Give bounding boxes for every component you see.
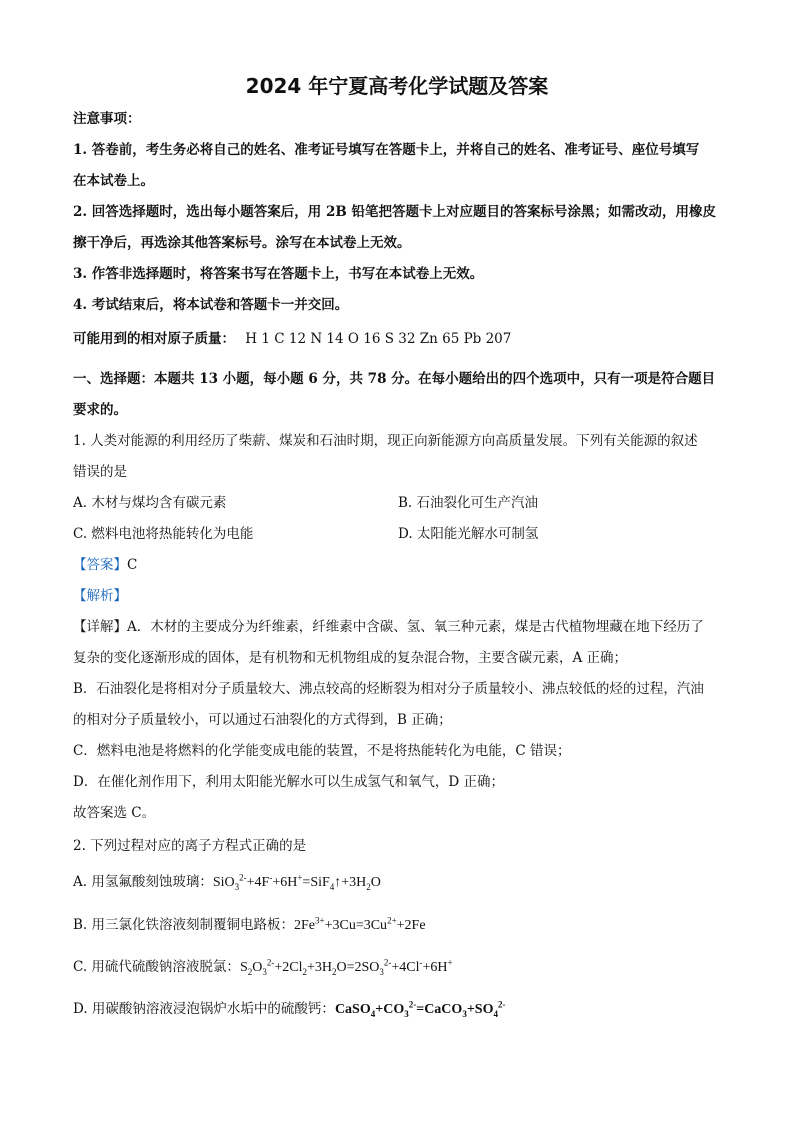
q2-option-a bbox=[73, 873, 723, 892]
notice-item-1-line-2: 在本试卷上。 bbox=[73, 173, 154, 189]
q2-option-d-equation: $CaSO_4+CO_3^{2-}=CaCO_3+SO_4^{2-}$ bbox=[334, 999, 506, 1019]
q1-option-a: A. 木材与煤均含有碳元素 bbox=[73, 495, 227, 511]
q1-answer-tag: 【答案】 bbox=[73, 557, 127, 573]
notice-item-2-line-1: 2. 回答选择题时，选出每小题答案后，用 2B 铅笔把答题卡上对应题目的答案标号涂黑；如需改动，用橡皮 bbox=[73, 204, 716, 220]
section-1-heading-line-1: 一、选择题：本题共 13 小题，每小题 6 分，共 78 分。在每小题给出的四个选项中，只有一项是符合题目 bbox=[73, 371, 716, 387]
q2-option-c bbox=[73, 958, 723, 977]
q2-stem: 2. 下列过程对应的离子方程式正确的是 bbox=[73, 838, 307, 854]
page-title: 2024 年宁夏高考化学试题及答案 bbox=[245, 74, 549, 98]
q1-analysis-row bbox=[73, 587, 723, 605]
q1-detail-d: D．在催化剂作用下，利用太阳能光解水可以生成氢气和氧气，D 正确； bbox=[73, 774, 504, 790]
q2-option-a-text: A. 用氢氟酸刻蚀玻璃： bbox=[73, 874, 213, 890]
q1-analysis-tag: 【解析】 bbox=[73, 588, 127, 604]
q2-option-c-text: C. 用硫代硫酸钠溶液脱氯： bbox=[73, 959, 240, 975]
q1-detail-b-line-1: B．石油裂化是将相对分子质量较大、沸点较高的烃断裂为相对分子质量较小、沸点较低的烃的过程，汽油 bbox=[73, 681, 704, 697]
q1-detail-a-line-1 bbox=[73, 618, 723, 636]
q2-option-a-equation: $SiO_3^{2-}+4F^-+6H^+=SiF_4↑+3H_2O$ bbox=[212, 872, 381, 892]
q1-option-d: D. 太阳能光解水可制氢 bbox=[398, 526, 539, 542]
notice-item-1-line-1: 1. 答卷前，考生务必将自己的姓名、准考证号填写在答题卡上，并将自己的姓名、准考证号、座位号填写 bbox=[73, 142, 700, 158]
q2-option-c-equation: $S_2O_3^{2-}+2Cl_2+3H_2O=2SO_3^{2-}+4Cl^-+6H^+$ bbox=[239, 957, 453, 977]
atomic-mass-row bbox=[73, 330, 723, 348]
q1-answer-value: C bbox=[127, 557, 138, 573]
q1-detail-c: C．燃料电池是将燃料的化学能变成电能的装置，不是将热能转化为电能，C 错误； bbox=[73, 743, 571, 759]
atomic-mass-values: H 1 C 12 N 14 O 16 S 32 Zn 65 Pb 207 bbox=[245, 331, 512, 347]
q1-detail-a-text-1: A．木材的主要成分为纤维素，纤维素中含碳、氢、氧三种元素，煤是古代植物埋藏在地下经历了 bbox=[127, 619, 704, 635]
q2-option-b bbox=[73, 916, 723, 935]
q1-detail-a-line-2: 复杂的变化逐渐形成的固体，是有机物和无机物组成的复杂混合物，主要含碳元素，A 正确； bbox=[73, 650, 628, 666]
q2-option-b-equation: $2Fe^{3+}+3Cu=3Cu^{2+}+2Fe$ bbox=[294, 915, 426, 933]
q2-option-d bbox=[73, 1000, 723, 1019]
notice-heading: 注意事项： bbox=[73, 111, 141, 127]
q1-option-b: B. 石油裂化可生产汽油 bbox=[398, 495, 539, 511]
notice-item-3: 3. 作答非选择题时，将答案书写在答题卡上，书写在本试卷上无效。 bbox=[73, 266, 484, 282]
q1-stem-line-1: 1. 人类对能源的利用经历了柴薪、煤炭和石油时期，现正向新能源方向高质量发展。下列有关能源的叙述 bbox=[73, 433, 698, 449]
q1-option-c: C. 燃料电池将热能转化为电能 bbox=[73, 526, 254, 542]
q1-conclusion: 故答案选 C。 bbox=[73, 805, 156, 821]
q2-option-d-text: D. 用碳酸钠溶液浸泡锅炉水垢中的硫酸钙： bbox=[73, 1001, 335, 1017]
q1-detail-tag: 【详解】 bbox=[73, 619, 127, 635]
q1-stem-line-2: 错误的是 bbox=[73, 464, 127, 480]
atomic-mass-label: 可能用到的相对原子质量： bbox=[73, 331, 235, 347]
q2-option-b-text: B. 用三氯化铁溶液刻制覆铜电路板： bbox=[73, 917, 295, 933]
notice-item-4: 4. 考试结束后，将本试卷和答题卡一并交回。 bbox=[73, 297, 349, 313]
q1-answer-row bbox=[73, 556, 723, 574]
section-1-heading-line-2: 要求的。 bbox=[73, 402, 127, 418]
q1-detail-b-line-2: 的相对分子质量较小，可以通过石油裂化的方式得到，B 正确； bbox=[73, 712, 452, 728]
notice-item-2-line-2: 擦干净后，再选涂其他答案标号。涂写在本试卷上无效。 bbox=[73, 235, 411, 251]
